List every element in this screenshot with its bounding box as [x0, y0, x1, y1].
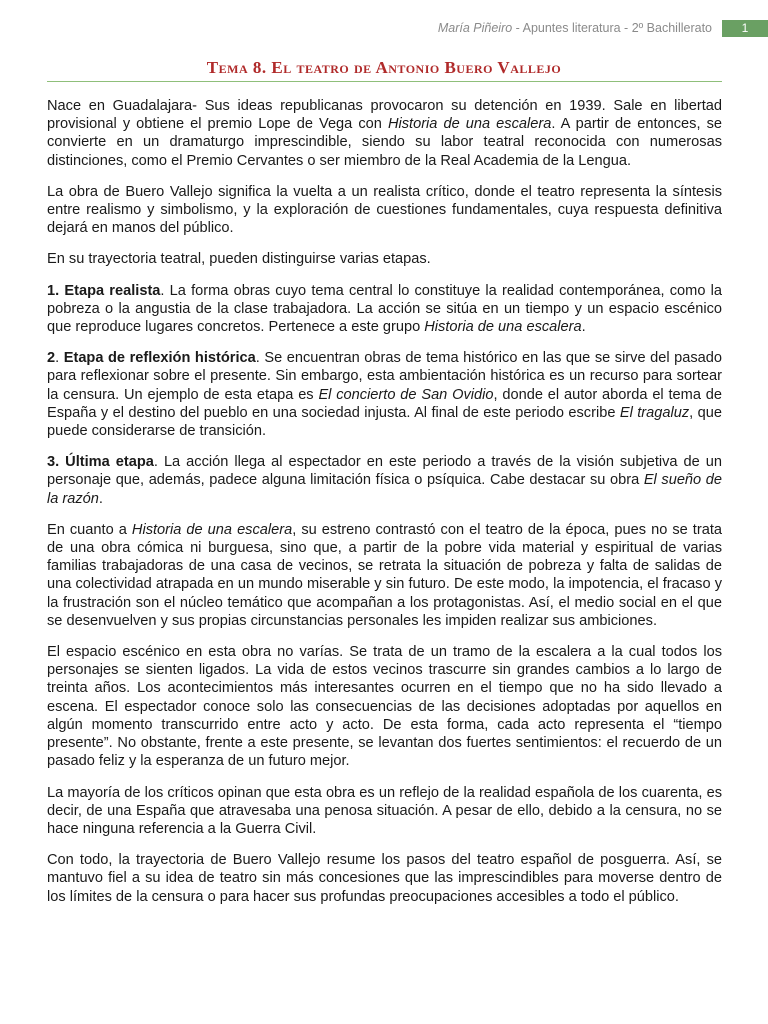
work-title: El sueño de la razón	[47, 472, 722, 507]
paragraph-espacio-escenico: El espacio escénico en esta obra no varías. Se trata de un tramo de la escalera a la cual todos los personajes se sienten ligados. La vida de estos vecinos trascurre sin grandes cambios a lo largo de treinta años. Los acontecimientos más interesantes ocurren en el tiempo que no ha sido llevado a escena. El espectador conoce solo las consecuencias de las decisiones adoptadas por aquellos en algún momento transcurrido entre acto y acto. De esta forma, cada acto representa el “tiempo presente”. No obstante, frente a este presente, se levantan dos fuertes sentimientos: el recuerdo de un pasado feliz y la esperanza de un futuro mejor.	[47, 644, 722, 770]
paragraph-ultima-etapa	[47, 453, 722, 508]
text: . La forma obras cuyo tema central lo constituye la realidad contemporánea, como la pobreza o la angustia de la clase trabajadora. La acción se sitúa en un tiempo y un espacio escénico que reproduce lugares concretos. Pertenece a este grupo	[47, 282, 722, 336]
text: , donde el autor aborda el tema de España y el destino del pueblo en una sociedad injusta. Al final de este periodo escribe	[47, 386, 722, 421]
work-title: El concierto de San Ovidio	[318, 386, 494, 403]
page-title: Tema 8. El teatro de Antonio Buero Vallejo	[206, 58, 562, 77]
title-divider	[47, 81, 722, 82]
paragraph-intro	[47, 97, 722, 170]
work-title: Historia de una escalera	[424, 319, 582, 336]
document-body	[47, 97, 722, 919]
page-number: 1	[722, 20, 768, 37]
header-separator: -	[512, 21, 523, 35]
paragraph-criticos: La mayoría de los críticos opinan que esta obra es un reflejo de la realidad española de los cuarenta, es decir, de una España que atravesaba una penosa situación. A pesar de ello, debido a la censura, no se hace ninguna referencia a la Guerra Civil.	[47, 784, 722, 837]
stage-label: Etapa de reflexión histórica	[63, 350, 256, 367]
paragraph-obra: La obra de Buero Vallejo significa la vuelta a un realista crítico, donde el teatro representa la síntesis entre realismo y simbolismo, y la exploración de cuestiones fundamentales, cuya respuesta definitiva dejará en manos del público.	[47, 183, 722, 237]
text: .	[581, 319, 586, 336]
work-title: Historia de una escalera	[387, 116, 552, 133]
stage-label: 3. Última etapa	[47, 454, 154, 471]
page-header	[0, 20, 768, 38]
paragraph-etapa-historica	[47, 349, 722, 440]
text: .	[98, 490, 103, 507]
stage-label: 1. Etapa realista	[47, 282, 161, 299]
text: . Se encuentran obras de tema histórico en las que se sirve del pasado para reflexionar sobre el presente. Sin embargo, esta ambientación histórica es un recurso para sortear la censura. Un ejemplo de esta etapa es	[47, 350, 723, 403]
paragraph-trayectoria: En su trayectoria teatral, pueden distinguirse varias etapas.	[47, 251, 431, 268]
paragraph-etapa-realista	[47, 282, 722, 337]
text: En cuanto a	[47, 521, 132, 538]
stage-number: 2	[47, 350, 56, 367]
text: , que puede considerarse de transición.	[47, 404, 722, 440]
header-author: María Piñeiro	[437, 21, 513, 35]
text: Nace en Guadalajara- Sus ideas republicanas provocaron su detención en 1939. Sale en libertad provisional y obtiene el premio Lope de Vega con	[47, 98, 722, 133]
paragraph-historia-escalera	[47, 521, 722, 630]
paragraph-conclusion: Con todo, la trayectoria de Buero Vallejo resume los pasos del teatro español de posguerra. Así, se mantuvo fiel a su idea de teatro sin más concesiones que las imprescindibles para moverse dentro de los límites de la censura o para hacer sus profundas preocupaciones accesibles a todo el público.	[47, 852, 722, 905]
work-title: Historia de una escalera	[131, 521, 293, 538]
header-course: Apuntes literatura - 2º Bachillerato	[522, 21, 712, 35]
header-text	[438, 21, 712, 35]
text: . A partir de entonces, se convierte en un dramaturgo imprescindible, siendo su labor teatral reconocida con numerosas distinciones, como el Premio Cervantes o ser miembro de la Real Academia de la Lengua.	[47, 116, 722, 169]
text: , su estreno contrastó con el teatro de la época, pues no se trata de una obra cómica ni burguesa, sino que, a partir de la pobre vida material y espiritual de varias familias trabajadoras de una casa de vecinos, se retrata la situación de pobreza y falta de salidas de una colectividad atrapada en un mundo miserable y sin futuro. De este modo, la impotencia, el fracaso y la frustración son el núcleo temático que acompañan a los protagonistas. Así, el medio social en el que se desenvuelven y sus propias circunstancias personales les impiden realizar sus ambiciones.	[47, 521, 723, 629]
work-title: El tragaluz	[619, 404, 690, 421]
text: . La acción llega al espectador en este periodo a través de la visión subjetiva de un personaje que, además, padece alguna limitación física o psíquica. Cabe destacar su obra	[47, 454, 722, 489]
text: .	[55, 350, 64, 367]
